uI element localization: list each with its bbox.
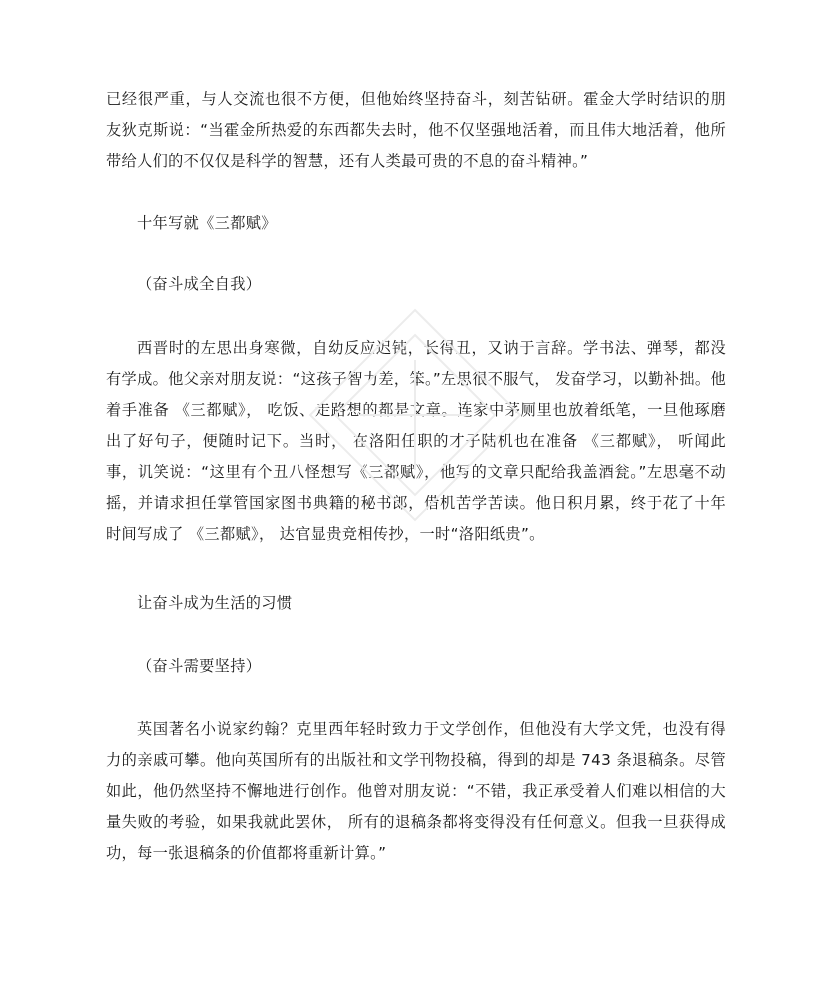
paragraph-creasey: 英国著名小说家约翰？克里西年轻时致力于文学创作，但他没有大学文凭，也没有得力的亲戚可攀。他向英国所有的出版社和文学刊物投稿，得到的却是 743 条退稿条。尽管如此，他仍然坚持不懈地进行创作。他曾对朋友说：“不错，我正承受着人们难以相信的大量失败的考验，如果我就此罢休， 所有的退稿条都将变得没有任何意义。但我一旦获得成功，每一张退稿条的价值都将重新计算。” bbox=[106, 720, 726, 862]
section-subheading-sandufu: （奋斗成全自我） bbox=[137, 275, 262, 293]
paragraph-hawking: 已经很严重，与人交流也很不方便，但他始终坚持奋斗，刻苦钻研。霍金大学时结识的朋友狄克斯说：“当霍金所热爱的东西都失去时，他不仅坚强地活着，而且伟大地活着，他所带给人们的不仅仅是科学的智慧，还有人类最可贵的不息的奋斗精神。” bbox=[106, 90, 726, 170]
paragraph-zuosi: 西晋时的左思出身寒微，自幼反应迟钝，长得丑，又讷于言辞。学书法、弹琴，都没有学成。他父亲对朋友说：“这孩子智力差，笨。”左思很不服气， 发奋学习，以勤补拙。他着手准备 《三都赋》， 吃饭、走路想的都是文章。连家中茅厕里也放着纸笔，一旦他琢磨出了好句子，便随时记下。当时， 在洛阳任职的才子陆机也在准备 《三都赋》， 听闻此事，讥笑说：“这里有个丑八怪想写《三都赋》，他写的文章只配给我盖酒瓮。”左思毫不动摇，并请求担任掌管国家图书典籍的秘书郎，借机苦学苦读。他日积月累，终于花了十年时间写成了 《三都赋》， 达官显贵竞相传抄，一时“洛阳纸贵”。 bbox=[106, 339, 726, 543]
section-subheading-habit: （奋斗需要坚持） bbox=[137, 657, 262, 675]
section-heading-habit: 让奋斗成为生活的习惯 bbox=[137, 594, 293, 612]
section-heading-sandufu: 十年写就《三都赋》 bbox=[137, 214, 277, 232]
